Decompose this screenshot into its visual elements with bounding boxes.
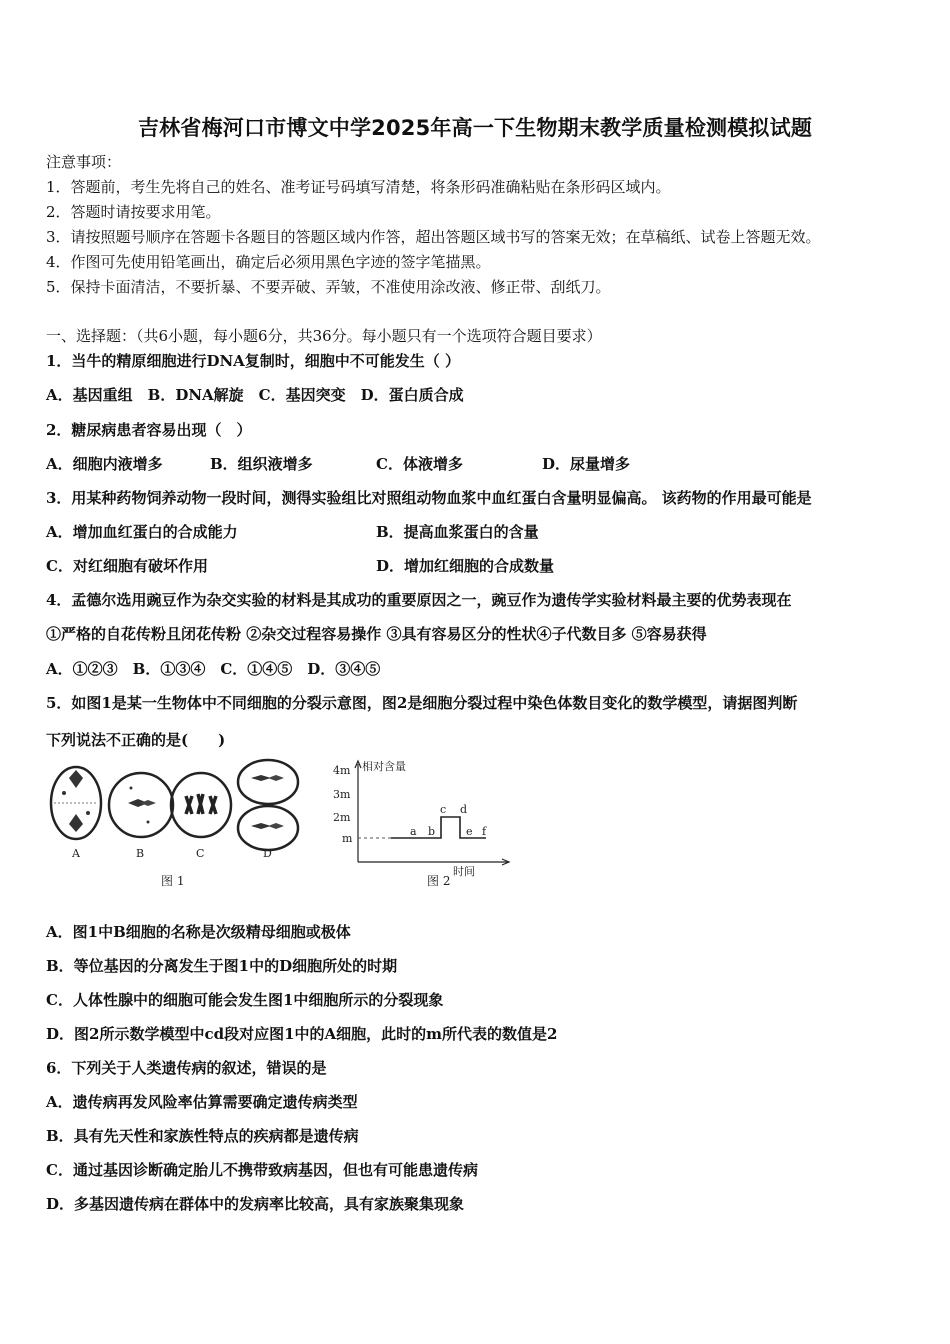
- question-3-option-a: A．增加血红蛋白的合成能力: [46, 523, 238, 541]
- question-5-stem: 5．如图1是某一生物体中不同细胞的分裂示意图，图2是细胞分裂过程中染色体数目变化的数学模型，请据图判断: [46, 694, 798, 712]
- figure-2-caption: 图 2: [427, 874, 451, 888]
- notice-item: 1．答题前，考生先将自己的姓名、准考证号码填写清楚，将条形码准确粘贴在条形码区域内。: [46, 178, 671, 196]
- question-1-stem: 1．当牛的精原细胞进行DNA复制时，细胞中不可能发生（ ）: [46, 352, 461, 370]
- notice-item: 4．作图可先使用铅笔画出，确定后必须用黑色字迹的签字笔描黑。: [46, 253, 491, 271]
- question-5-figure: [46, 758, 516, 898]
- question-4-options: A．①②③ B．①③④ C．①④⑤ D．③④⑤: [46, 660, 381, 678]
- figure-2-axes: [355, 761, 509, 865]
- segment-label: b: [428, 825, 436, 838]
- question-5-option-b: B．等位基因的分离发生于图1中的D细胞所处的时期: [46, 957, 398, 975]
- cell-b-label: B: [136, 847, 145, 860]
- question-3-stem: 3．用某种药物饲养动物一段时间，测得实验组比对照组动物血浆中血红蛋白含量明显偏高。 该药物的作用最可能是: [46, 489, 812, 507]
- figure-2-y-tick: 2m: [333, 811, 351, 824]
- cell-a-drawing: [51, 767, 101, 839]
- cell-d-drawing: [238, 760, 298, 850]
- figure-2-y-title: 相对含量: [362, 760, 406, 773]
- page-title: 吉林省梅河口市博文中学2025年高一下生物期末教学质量检测模拟试题: [137, 116, 813, 140]
- question-6-option-a: A．遗传病再发风险率估算需要确定遗传病类型: [46, 1093, 358, 1111]
- question-2-stem: 2．糖尿病患者容易出现（ ）: [46, 421, 252, 439]
- section-heading: 一、选择题：（共6小题，每小题6分，共36分。每小题只有一个选项符合题目要求）: [46, 327, 602, 345]
- question-2-option-a: A．细胞内液增多: [46, 455, 163, 473]
- question-1-options: A．基因重组 B．DNA解旋 C．基因突变 D．蛋白质合成: [46, 386, 464, 404]
- notice-item: 5．保持卡面清洁，不要折暴、不要弄破、弄皱，不准使用涂改液、修正带、刮纸刀。: [46, 278, 611, 296]
- cell-d-label: D: [263, 847, 272, 860]
- cell-c-drawing: [171, 773, 231, 837]
- segment-label: a: [410, 825, 417, 838]
- question-6-stem: 6．下列关于人类遗传病的叙述，错误的是: [46, 1059, 327, 1077]
- question-6-option-d: D．多基因遗传病在群体中的发病率比较高，具有家族聚集现象: [46, 1195, 465, 1213]
- question-2-option-c: C．体液增多: [376, 455, 463, 473]
- question-5-stem-continued: 下列说法不正确的是( ): [46, 731, 226, 749]
- notice-item: 3．请按照题号顺序在答题卡各题目的答题区域内作答，超出答题区域书写的答案无效；在草稿纸、试卷上答题无效。: [46, 228, 821, 246]
- figure-1-caption: 图 1: [161, 874, 185, 888]
- question-5-option-c: C．人体性腺中的细胞可能会发生图1中细胞所示的分裂现象: [46, 991, 444, 1009]
- figure-2-x-title: 时间: [453, 865, 475, 878]
- cell-a-label: A: [72, 847, 80, 860]
- notice-heading: 注意事项：: [46, 153, 122, 171]
- segment-label: f: [482, 825, 487, 838]
- question-5-option-d: D．图2所示数学模型中cd段对应图1中的A细胞，此时的m所代表的数值是2: [46, 1025, 558, 1043]
- question-3-option-b: B．提高血浆蛋白的含量: [376, 523, 539, 541]
- notice-item: 2．答题时请按要求用笔。: [46, 203, 221, 221]
- question-2-option-b: B．组织液增多: [210, 455, 313, 473]
- cell-b-drawing: [109, 773, 173, 837]
- question-4-stem: 4．孟德尔选用豌豆作为杂交实验的材料是其成功的重要原因之一，豌豆作为遗传学实验材料最主要的优势表现在: [46, 591, 792, 609]
- figure-2-y-tick: m: [342, 832, 353, 845]
- figure-2-y-tick: 3m: [333, 788, 351, 801]
- question-6-option-b: B．具有先天性和家族性特点的疾病都是遗传病: [46, 1127, 359, 1145]
- question-3-option-d: D．增加红细胞的合成数量: [376, 557, 555, 575]
- question-5-option-a: A．图1中B细胞的名称是次级精母细胞或极体: [46, 923, 351, 941]
- question-3-option-c: C．对红细胞有破坏作用: [46, 557, 208, 575]
- segment-label: e: [466, 825, 473, 838]
- cell-c-label: C: [196, 847, 205, 860]
- segment-label: c: [440, 803, 447, 816]
- segment-label: d: [460, 803, 468, 816]
- question-2-option-d: D．尿量增多: [542, 455, 631, 473]
- question-4-items: ①严格的自花传粉且闭花传粉 ②杂交过程容易操作 ③具有容易区分的性状④子代数目多 ⑤容易获得: [46, 625, 707, 643]
- question-6-option-c: C．通过基因诊断确定胎儿不携带致病基因，但也有可能患遗传病: [46, 1161, 478, 1179]
- figure-2-y-tick: 4m: [333, 764, 351, 777]
